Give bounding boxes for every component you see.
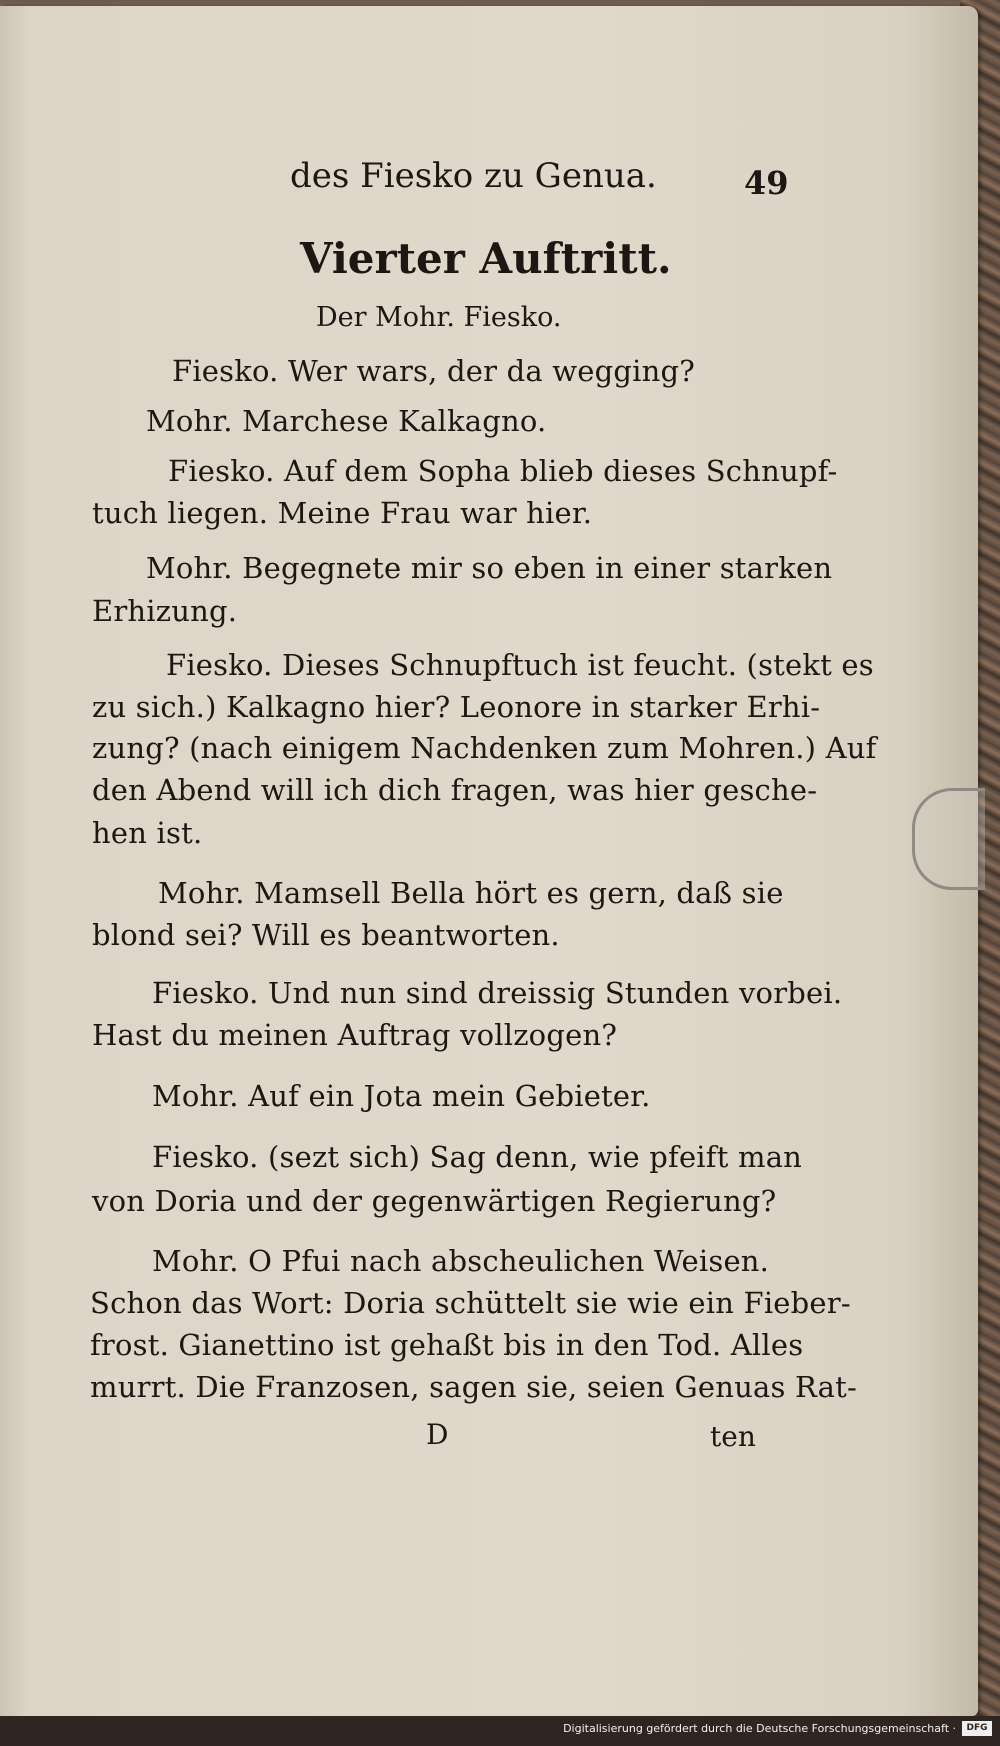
text-line: frost. Gianettino ist gehaßt bis in den Tod. Alles (90, 1328, 804, 1362)
text-line: zung? (nach einigem Nachdenken zum Mohren.) Auf (92, 731, 877, 765)
digitization-credit: Digitalisierung gefördert durch die Deutsche Forschungsgemeinschaft · (563, 1722, 956, 1735)
scene-title: Vierter Auftritt. (300, 234, 672, 283)
text-line: Fiesko. Und nun sind dreissig Stunden vorbei. (152, 976, 843, 1010)
book-page (0, 6, 978, 1716)
text-line: von Doria und der gegenwärtigen Regierung? (92, 1184, 777, 1218)
text-line: Schon das Wort: Doria schüttelt sie wie ein Fieber- (90, 1286, 851, 1320)
text-line: Erhizung. (92, 594, 238, 628)
running-head: des Fiesko zu Genua. (290, 156, 657, 196)
catchword: ten (710, 1420, 756, 1453)
text-line: blond sei? Will es beantworten. (92, 918, 560, 952)
text-line: zu sich.) Kalkagno hier? Leonore in starker Erhi- (92, 690, 821, 724)
page-clip (912, 788, 985, 890)
signature-mark: D (426, 1418, 449, 1451)
text-line: Mohr. Begegnete mir so eben in einer starken (146, 551, 833, 585)
text-line: Hast du meinen Auftrag vollzogen? (92, 1018, 618, 1052)
text-line: Mohr. O Pfui nach abscheulichen Weisen. (152, 1244, 770, 1278)
text-line: hen ist. (92, 816, 203, 850)
text-line: den Abend will ich dich fragen, was hier gesche- (92, 773, 818, 807)
text-line: Mohr. Auf ein Jota mein Gebieter. (152, 1079, 651, 1113)
text-line: tuch liegen. Meine Frau war hier. (92, 496, 593, 530)
text-line: Mohr. Marchese Kalkagno. (146, 404, 547, 438)
page-number: 49 (744, 164, 789, 202)
scene-persons: Der Mohr. Fiesko. (316, 302, 562, 333)
text-line: murrt. Die Franzosen, sagen sie, seien Genuas Rat- (90, 1370, 857, 1404)
text-line: Fiesko. Wer wars, der da wegging? (172, 354, 696, 388)
dfg-logo: DFG (962, 1721, 992, 1736)
text-line: Fiesko. (sezt sich) Sag denn, wie pfeift man (152, 1140, 803, 1174)
text-line: Fiesko. Auf dem Sopha blieb dieses Schnupf- (168, 454, 838, 488)
text-line: Mohr. Mamsell Bella hört es gern, daß sie (158, 876, 784, 910)
text-line: Fiesko. Dieses Schnupftuch ist feucht. (stekt es (166, 648, 874, 682)
